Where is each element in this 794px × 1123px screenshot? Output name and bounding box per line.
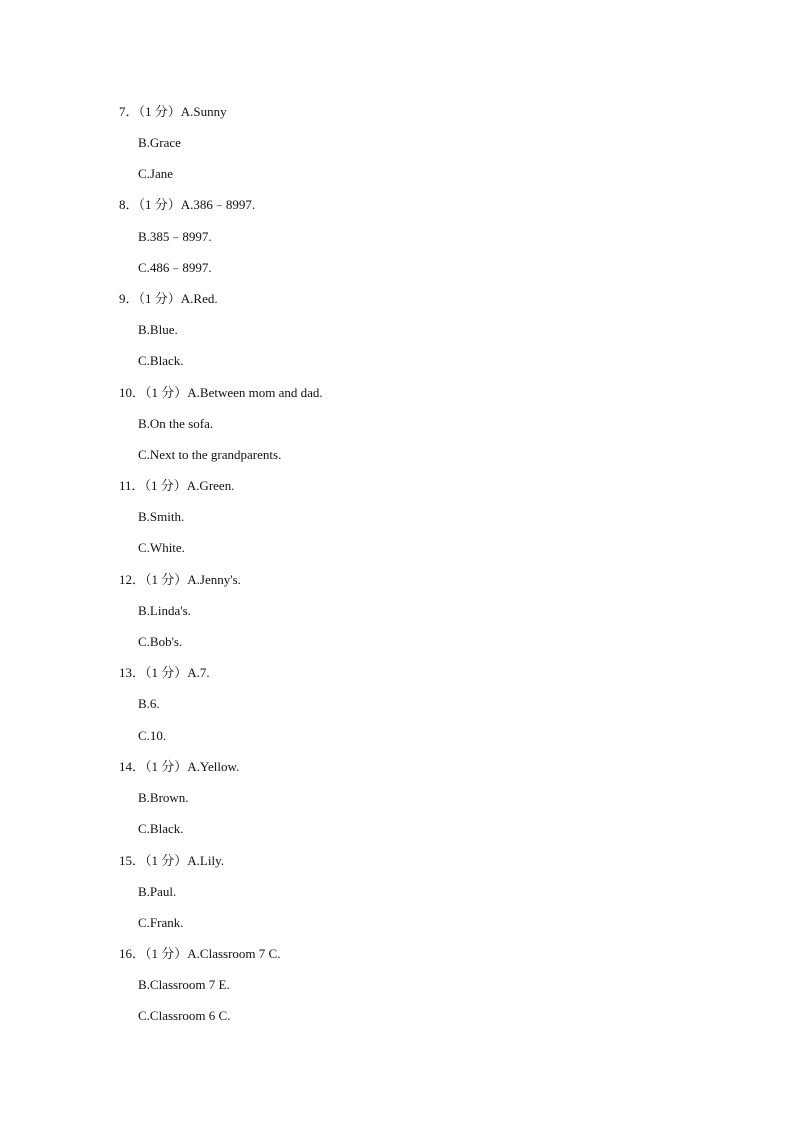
- option-c: C.Next to the grandparents.: [138, 447, 282, 462]
- question-score: （1 分）: [138, 197, 181, 212]
- question-stem: [119, 946, 280, 962]
- option-c: C.Black.: [138, 821, 184, 836]
- question-score: （1 分）: [145, 759, 188, 774]
- option-c: C.Bob's.: [138, 634, 183, 649]
- question-stem: [119, 385, 323, 401]
- question-stem: [119, 572, 241, 588]
- question-stem: [119, 759, 239, 775]
- question-number: 7．: [119, 104, 139, 119]
- option-b: B.Grace: [138, 135, 181, 150]
- option-b: B.Smith.: [138, 509, 185, 524]
- option-c: C.10.: [138, 728, 167, 743]
- question-number: 14．: [119, 759, 146, 774]
- option-a: A.386﹣8997.: [180, 197, 256, 212]
- option-c: C.White.: [138, 540, 185, 555]
- option-a: A.Red.: [180, 291, 218, 306]
- question-number: 15．: [119, 853, 146, 868]
- option-a: A.Jenny's.: [187, 572, 241, 587]
- option-a: A.Between mom and dad.: [187, 385, 323, 400]
- option-c: C.Black.: [138, 353, 184, 368]
- question-score: （1 分）: [138, 104, 181, 119]
- option-a: A.Sunny: [180, 104, 227, 119]
- question-score: （1 分）: [145, 385, 188, 400]
- option-b: B.On the sofa.: [138, 416, 214, 431]
- option-a: A.Classroom 7 C.: [187, 946, 281, 961]
- option-b: B.Brown.: [138, 790, 189, 805]
- option-b: B.385﹣8997.: [138, 229, 212, 244]
- question-score: （1 分）: [144, 478, 187, 493]
- option-c: C.Jane: [138, 166, 174, 181]
- question-stem: [119, 104, 227, 120]
- option-b: B.6.: [138, 696, 160, 711]
- option-b: B.Blue.: [138, 322, 178, 337]
- question-number: 8．: [119, 197, 139, 212]
- option-c: C.Classroom 6 C.: [138, 1008, 231, 1023]
- option-b: B.Classroom 7 E.: [138, 977, 230, 992]
- question-stem: [119, 197, 255, 213]
- question-score: （1 分）: [145, 946, 188, 961]
- question-number: 10．: [119, 385, 146, 400]
- question-score: （1 分）: [145, 665, 188, 680]
- question-number: 9．: [119, 291, 139, 306]
- question-score: （1 分）: [145, 572, 188, 587]
- option-c: C.Frank.: [138, 915, 184, 930]
- option-b: B.Paul.: [138, 884, 177, 899]
- question-number: 16．: [119, 946, 146, 961]
- option-a: A.Green.: [186, 478, 235, 493]
- question-stem: [119, 478, 234, 494]
- option-a: A.Yellow.: [187, 759, 240, 774]
- question-number: 12．: [119, 572, 146, 587]
- question-number: 13．: [119, 665, 146, 680]
- option-a: A.Lily.: [187, 853, 224, 868]
- option-b: B.Linda's.: [138, 603, 191, 618]
- question-stem: [119, 853, 224, 869]
- option-a: A.7.: [187, 665, 210, 680]
- option-c: C.486﹣8997.: [138, 260, 212, 275]
- question-stem: [119, 291, 218, 307]
- question-number: 11．: [119, 478, 145, 493]
- question-score: （1 分）: [138, 291, 181, 306]
- question-score: （1 分）: [145, 853, 188, 868]
- question-stem: [119, 665, 210, 681]
